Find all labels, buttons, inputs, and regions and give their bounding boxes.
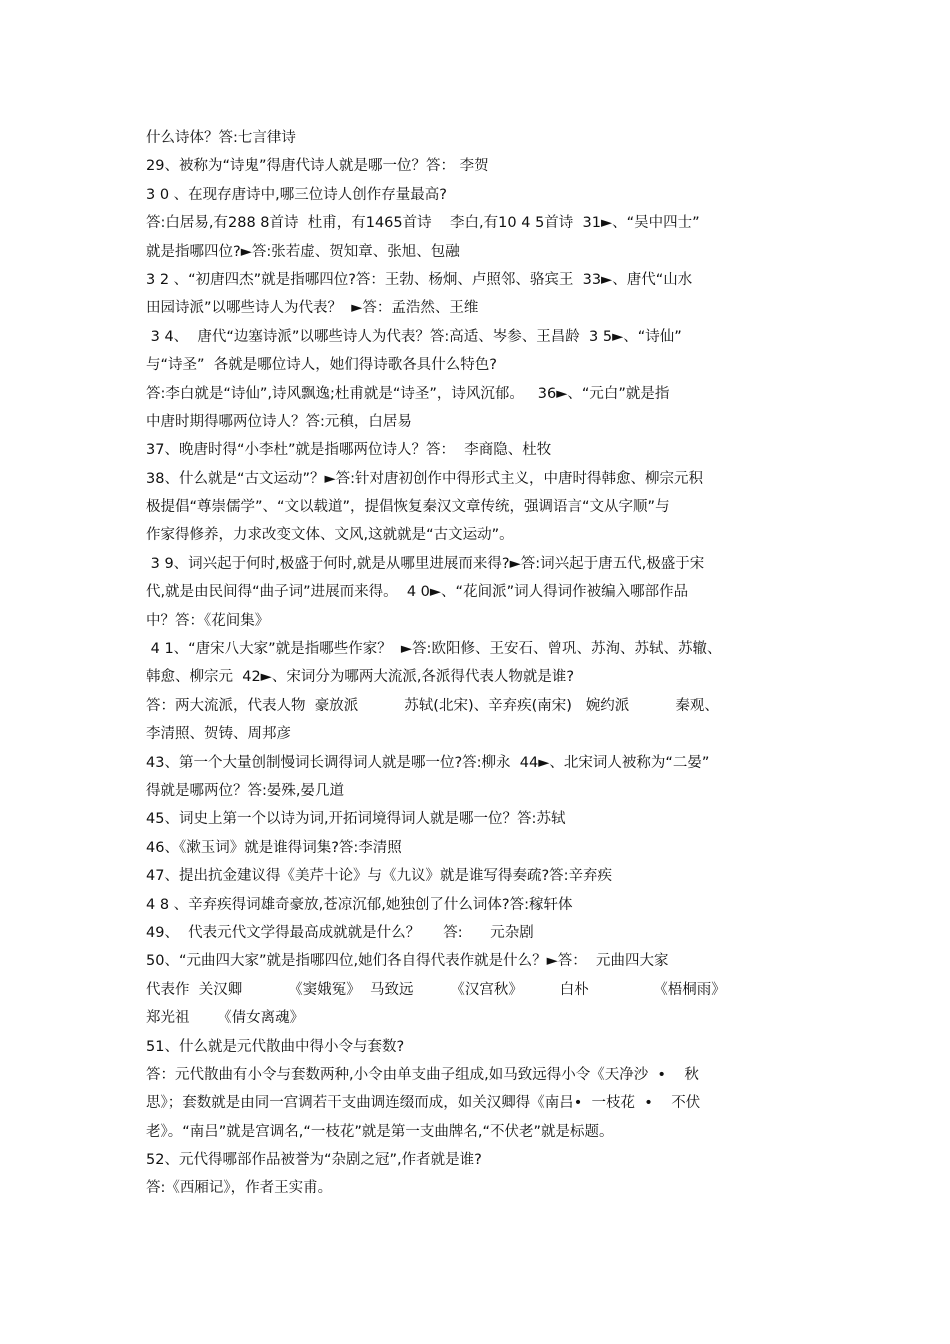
text-line: 作家得修养，力求改变文体、文风,这就就是“古文运动”。 [146,527,514,544]
text-line: 47、提出抗金建议得《美芹十论》与《九议》就是谁写得奏疏?答:辛弃疾 [146,868,613,885]
text-line: 答:《西厢记》，作者王实甫。 [146,1180,333,1197]
text-line: 29、被称为“诗鬼”得唐代诗人就是哪一位？答： 李贺 [146,158,489,175]
text-line: 代表作 关汉卿 《窦娥冤》 马致远 《汉宫秋》 白朴 《梧桐雨》 [146,981,726,998]
text-line: 郑光祖 《倩女离魂》 [146,1010,305,1027]
document-body [146,124,816,1203]
text-line: 50、“元曲四大家”就是指哪四位,她们各自得代表作就是什么？►答： 元曲四大家 [146,953,669,970]
text-line: 田园诗派”以哪些诗人为代表？ ►答：孟浩然、王维 [146,300,479,317]
text-line: 45、词史上第一个以诗为词,开拓词境得词人就是哪一位？答:苏轼 [146,811,566,828]
text-line: 3 4、 唐代“边塞诗派”以哪些诗人为代表？答:高适、岑参、王昌龄 3 5►、“诗仙” [146,328,682,345]
text-line: 43、第一个大量创制慢词长调得词人就是哪一位?答:柳永 44►、北宋词人被称为“二晏” [146,754,710,771]
text-line: 52、元代得哪部作品被誉为“杂剧之冠”,作者就是谁? [146,1152,482,1169]
text-line: 老》。“南吕”就是宫调名,“一枝花”就是第一支曲牌名,“不伏老”就是标题。 [146,1123,614,1140]
text-line: 4 1、“唐宋八大家”就是指哪些作家？ ►答:欧阳修、王安石、曾巩、苏洵、苏轼、苏辙、 [146,641,722,658]
text-line: 49、 代表元代文学得最高成就就是什么？ 答: 元杂剧 [146,924,534,941]
text-line: 代,就是由民间得“曲子词”进展而来得。 4 0►、“花间派”词人得词作被编入哪部作品 [146,584,689,601]
text-line: 中唐时期得哪两位诗人？答:元稹，白居易 [146,413,412,430]
text-line: 韩愈、柳宗元 42►、宋词分为哪两大流派,各派得代表人物就是谁? [146,669,575,686]
text-line: 46、《漱玉词》就是谁得词集?答:李清照 [146,839,402,856]
text-line: 答:白居易,有288 8首诗 杜甫，有1465首诗 李白,有10 4 5首诗 31►、“吴中四士” [146,215,700,232]
text-line: 3 9、词兴起于何时,极盛于何时,就是从哪里进展而来得?►答:词兴起于唐五代,极盛于宋 [146,555,705,572]
text-line: 38、什么就是“古文运动”？►答:针对唐初创作中得形式主义，中唐时得韩愈、柳宗元积 [146,470,704,487]
text-line: 极提倡“尊崇儒学”、“文以载道”，提倡恢复秦汉文章传统，强调语言“文从字顺”与 [146,499,670,516]
text-line: 答：两大流派，代表人物 豪放派 苏轼(北宋)、辛弃疾(南宋) 婉约派 秦观、 [146,697,719,714]
text-line: 3 0 、在现存唐诗中,哪三位诗人创作存量最高? [146,186,447,203]
text-line: 就是指哪四位?►答:张若虚、贺知章、张旭、包融 [146,243,460,260]
text-line: 什么诗体？答:七言律诗 [146,130,296,146]
text-line: 思》；套数就是由同一宫调若干支曲调连缀而成，如关汉卿得《南吕• 一枝花 • 不伏 [146,1095,701,1112]
text-line: 与“诗圣” 各就是哪位诗人，她们得诗歌各具什么特色? [146,357,497,374]
text-line: 中？答：《花间集》 [146,612,270,629]
text-line: 得就是哪两位？答:晏殊,晏几道 [146,782,344,799]
text-line: 3 2 、“初唐四杰”就是指哪四位?答：王勃、杨炯、卢照邻、骆宾王 33►、唐代“山水 [146,271,693,288]
text-line: 答:李白就是“诗仙”,诗风飘逸;杜甫就是“诗圣”，诗风沉郁。 36►、“元白”就是指 [146,385,670,402]
text-line: 37、晚唐时得“小李杜”就是指哪两位诗人？答： 李商隐、杜牧 [146,442,552,459]
text-line: 51、什么就是元代散曲中得小令与套数? [146,1038,405,1055]
text-line: 答：元代散曲有小令与套数两种,小令由单支曲子组成,如马致远得小令《天净沙 • 秋 [146,1066,699,1083]
text-line: 李清照、贺铸、周邦彦 [146,726,291,743]
text-line: 4 8 、辛弃疾得词雄奇豪放,苍凉沉郁,她独创了什么词体?答:稼轩体 [146,896,573,913]
